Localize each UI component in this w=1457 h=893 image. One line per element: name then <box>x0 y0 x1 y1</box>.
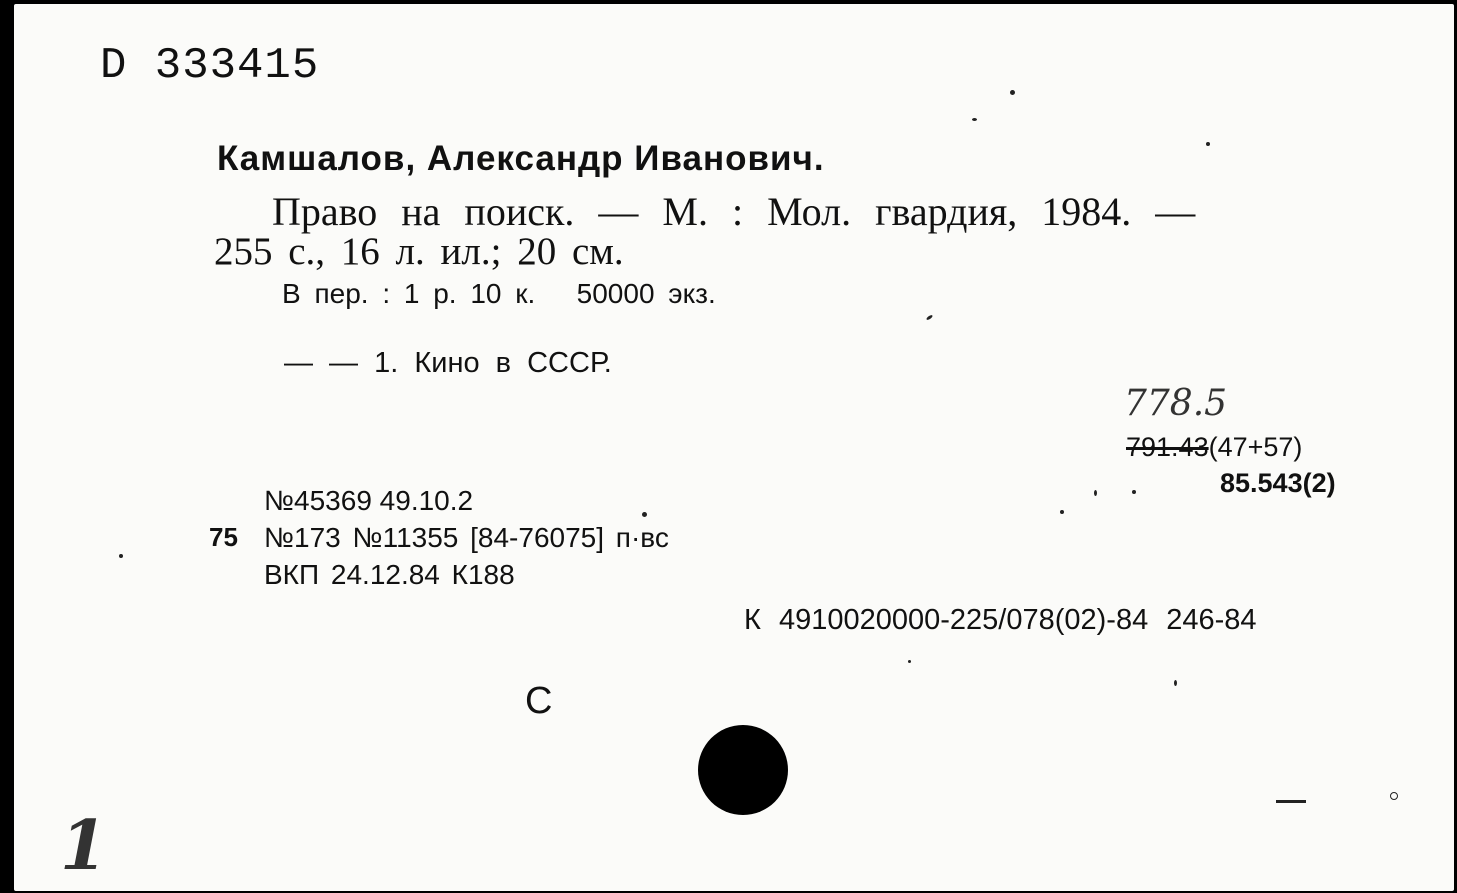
class-number-struck: 791.43 <box>1126 432 1209 462</box>
registration-line-1: №45369 49.10.2 <box>264 485 474 516</box>
class-number-suffix: (47+57) <box>1208 432 1303 462</box>
handwritten-class-number: 778.5 <box>1124 383 1228 424</box>
isbn-line: К 4910020000-225/078(02)-84 246-84 <box>744 604 1257 636</box>
price-line: В пер. : 1 р. 10 к. 50000 экз. <box>282 278 716 309</box>
speck <box>1010 90 1015 95</box>
registration-line-3: ВКП 24.12.84 К188 <box>264 559 515 590</box>
class-number-1 <box>1126 434 1302 461</box>
speck <box>1206 142 1210 146</box>
speck <box>1094 490 1097 496</box>
subject-heading: — — 1. Кино в СССР. <box>284 347 612 379</box>
registration-prefix: 75 <box>209 522 238 552</box>
dash-mark <box>1276 800 1306 803</box>
speck <box>1174 680 1177 686</box>
speck <box>119 554 123 558</box>
catalog-letter: С <box>525 680 553 722</box>
class-number-2: 85.543(2) <box>1220 468 1336 498</box>
registration-line-2: №173 №11355 [84-76075] п·вс <box>264 522 669 553</box>
corner-mark: 1 <box>60 806 108 886</box>
punch-hole <box>698 725 788 815</box>
speck <box>642 512 647 517</box>
speck <box>908 660 911 663</box>
speck <box>1390 792 1398 800</box>
speck <box>972 118 977 121</box>
speck <box>1132 490 1136 494</box>
author-name: Камшалов, Александр Иванович. <box>217 139 825 178</box>
card-id: D 333415 <box>100 41 320 91</box>
speck <box>1060 510 1064 514</box>
title-line-2: 255 с., 16 л. ил.; 20 см. <box>214 230 624 273</box>
title-line-1: Право на поиск. — М. : Мол. гвардия, 1984. — <box>272 189 1196 234</box>
catalog-card <box>14 4 1454 891</box>
speck <box>926 314 933 320</box>
